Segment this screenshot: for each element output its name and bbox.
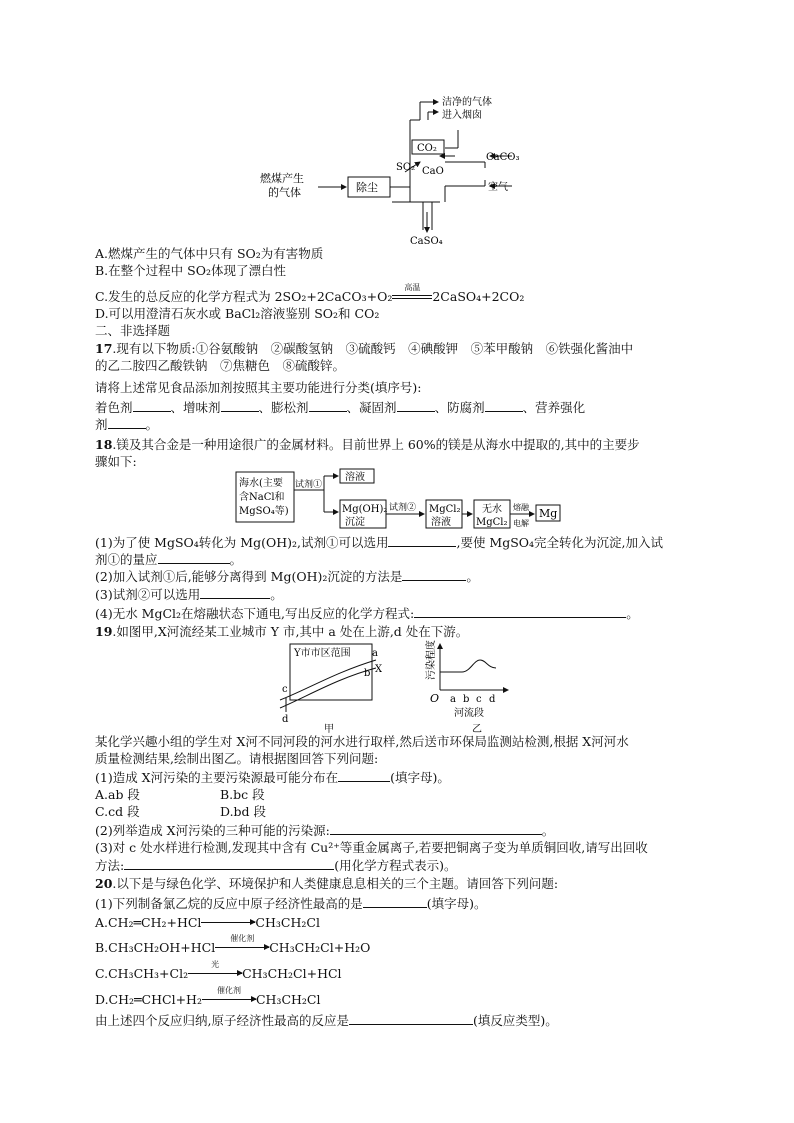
q20-c-reactants: C.CH₃CH₃+Cl₂ (95, 966, 189, 981)
q20-d-condition: 催化剂 (216, 986, 241, 995)
fig16-gas-source-2: 的气体 (268, 186, 301, 199)
q20-number: 20 (95, 876, 113, 891)
q18-mgcl2-sol-1: MgCl₂ (429, 504, 461, 515)
q18-seawater-1: 海水(主要 (239, 478, 283, 489)
q16-c-cond: 高温 (404, 283, 421, 292)
q19-p2-blank[interactable] (330, 822, 542, 835)
q20-d-products: CH₃CH₂Cl (255, 992, 321, 1007)
q18-solution: 溶液 (345, 472, 365, 483)
q18-p2-blank[interactable] (402, 568, 466, 581)
q16-flow-diagram (260, 90, 550, 250)
q20-d-reactants: D.CH₂═CHCl+H₂ (95, 992, 202, 1007)
fig16-dust-label: 除尘 (356, 181, 378, 194)
fig16-clean-gas-1: 洁净的气体 (442, 97, 492, 108)
q19-option-c: C.cd 段 (95, 804, 140, 819)
q16-option-c (95, 283, 525, 305)
q20-a-reactants: A.CH₂═CH₂+HCl (95, 915, 202, 930)
q17-fortifier-label: 、营养强化 (522, 400, 586, 415)
q20-option-b (95, 934, 371, 956)
q17-line3: 请将上述常见食品添加剂按照其主要功能进行分类(填序号): (95, 380, 422, 395)
fig-yi-tick-c: c (476, 694, 482, 705)
fig16-air: 空气 (488, 182, 508, 193)
fig-yi-caption: 乙 (472, 724, 482, 735)
q17-fortifier-blank[interactable] (108, 416, 146, 429)
q19-p2-period: 。 (541, 823, 555, 838)
equilibrium-arrow-icon (392, 283, 432, 301)
q16-option-d: D.可以用澄清石灰水或 BaCl₂溶液鉴别 SO₂和 CO₂ (95, 306, 380, 321)
q16-option-a: A.燃煤产生的气体中只有 SO₂为有害物质 (95, 246, 324, 261)
q19-text1: .如图甲,X河流经某工业城市 Y 市,其中 a 处在上游,d 处在下游。 (112, 624, 469, 639)
q19-options-row1 (95, 787, 265, 803)
fig16-gas-source-1: 燃煤产生 (260, 172, 304, 185)
q18-seawater-2: 含NaCl和 (239, 492, 285, 503)
fig-jia-c: c (282, 684, 288, 695)
q17-fortifier-label-end: 剂 (95, 417, 108, 432)
q16-option-b: B.在整个过程中 SO₂体现了漂白性 (95, 263, 286, 278)
q18-reagent1: 试剂① (295, 480, 323, 490)
q17-preservative-blank[interactable] (485, 399, 523, 412)
q20-summary-blank[interactable] (349, 1012, 473, 1025)
fig-jia-x: X (375, 664, 382, 675)
q18-p3 (95, 586, 283, 603)
q19-p3-label: 方法: (95, 858, 125, 873)
q19-p1 (95, 769, 450, 786)
pollution-curve (440, 660, 496, 672)
q18-anhydrous-2: MgCl₂ (476, 517, 508, 528)
q18-electro-1: 熔融 (513, 503, 529, 512)
q17-colorant-label: 着色剂 (95, 400, 133, 415)
fig-jia-d: d (282, 714, 289, 725)
q19-p3-line1: (3)对 c 处水样进行检测,发现其中含有 Cu²⁺等重金属离子,若要把铜离子变为单质铜回收,请写出回收 (95, 840, 648, 855)
q18-p1-line1 (95, 534, 663, 551)
q19-p3-hint: (用化学方程式表示)。 (334, 858, 457, 873)
reaction-arrow-icon (202, 986, 256, 1008)
q18-mgoh2-2: 沉淀 (345, 517, 365, 528)
q17-line4 (95, 399, 585, 416)
fig16-clean-gas-2: 进入烟囱 (442, 110, 482, 121)
q17-period: 。 (145, 417, 159, 432)
q20-p1-hint: (填字母)。 (426, 896, 487, 911)
q18-p2 (95, 568, 479, 585)
q20-c-products: CH₃CH₂Cl+HCl (242, 966, 342, 981)
q18-p3-blank[interactable] (200, 586, 270, 599)
q18-anhydrous-1: 无水 (482, 504, 502, 515)
q17-leavening-label: 、膨松剂 (258, 400, 309, 415)
q17-line2: 的乙二胺四乙酸铁钠 ⑦焦糖色 ⑧硫酸锌。 (95, 358, 346, 373)
fig-jia-a: a (372, 648, 378, 659)
q20-b-condition: 催化剂 (230, 934, 255, 943)
q20-b-reactants: B.CH₃CH₂OH+HCl (95, 940, 216, 955)
q20-p1-blank[interactable] (363, 895, 427, 908)
q20-option-c (95, 960, 342, 982)
q18-text1: .镁及其合金是一种用途很广的金属材料。目前世界上 60%的镁是从海水中提取的,其中的主要步 (112, 437, 640, 452)
q17-flavor-blank[interactable] (221, 399, 259, 412)
q18-mgoh2-1: Mg(OH)₂ (342, 504, 388, 515)
fig16-caco3: CaCO₃ (486, 152, 520, 163)
q20-p1-text: (1)下列制备氯乙烷的反应中原子经济性最高的是 (95, 896, 363, 911)
q18-p1-text3: 剂①的量应 (95, 552, 158, 567)
q19-option-b: B.bc 段 (220, 787, 265, 802)
q17-line1 (95, 341, 633, 357)
q19-line2: 某化学兴趣小组的学生对 X河不同河段的河水进行取样,然后送市环保局监测站检测,根据 X河河水 (95, 734, 629, 749)
q19-option-a: A.ab 段 (95, 787, 140, 802)
q19-p3-blank[interactable] (124, 857, 334, 870)
q20-summary-hint: (填反应类型)。 (472, 1013, 558, 1028)
section-heading: 二、非选择题 (95, 323, 171, 338)
q16-c-pre: C.发生的总反应的化学方程式为 2SO₂+2CaCO₃+O₂ (95, 289, 393, 304)
q19-p3-line2 (95, 857, 456, 874)
q19-number: 19 (95, 624, 113, 639)
q18-p1-period: 。 (229, 552, 243, 567)
fig16-so2: SO₂ (396, 162, 416, 173)
q20-summary (95, 1012, 558, 1029)
q20-p1 (95, 895, 486, 912)
q20-line1 (95, 876, 558, 892)
q18-p4-blank[interactable] (414, 605, 626, 618)
q18-reagent2: 试剂② (389, 503, 417, 513)
q18-seawater-3: MgSO₄等) (239, 506, 289, 517)
q18-p4-period: 。 (626, 606, 639, 621)
q18-p4-text: (4)无水 MgCl₂在熔融状态下通电,写出反应的化学方程式: (95, 606, 415, 621)
q18-p2-period: 。 (466, 569, 479, 584)
q19-p1-hint: (填字母)。 (390, 770, 450, 785)
fig-jia-caption: 甲 (324, 724, 334, 734)
q18-p1-blank1[interactable] (388, 534, 456, 547)
q17-preservative-label: 、防腐剂 (434, 400, 485, 415)
q18-p4 (95, 605, 639, 622)
fig-yi-tick-b: b (463, 694, 470, 705)
q19-line1 (95, 624, 468, 640)
reaction-arrow-icon (215, 934, 269, 956)
q17-coagulant-label: 、凝固剂 (346, 400, 397, 415)
q18-p3-period: 。 (270, 587, 283, 602)
q18-flow-diagram (234, 468, 564, 530)
q17-text1: .现有以下物质:①谷氨酸钠 ②碳酸氢钠 ③硫酸钙 ④碘酸钾 ⑤苯甲酸钠 ⑥铁强化酱油中 (112, 341, 634, 356)
q18-line2: 骤如下: (95, 454, 137, 469)
q18-number: 18 (95, 437, 113, 452)
q20-c-condition: 光 (211, 960, 220, 969)
q20-text1: .以下是与绿色化学、环境保护和人类健康息息相关的三个主题。请回答下列问题: (112, 876, 559, 891)
q17-coagulant-blank[interactable] (397, 399, 435, 412)
q18-line1 (95, 437, 640, 453)
fig16-co2: CO₂ (417, 143, 437, 154)
q19-p2 (95, 822, 554, 839)
q19-option-d: D.bd 段 (220, 804, 267, 819)
q19-p2-text: (2)列举造成 X河污染的三种可能的污染源: (95, 823, 330, 838)
q19-p1-blank[interactable] (338, 769, 390, 782)
q19-line3: 质量检测结果,绘制出图乙。请根据图回答下列问题: (95, 751, 379, 766)
fig-jia-b: b (364, 668, 371, 679)
fig-yi-xlabel: 河流段 (454, 708, 484, 719)
q18-p3-text: (3)试剂②可以选用 (95, 587, 201, 602)
q20-option-d (95, 986, 321, 1008)
q18-p1-text2: ,要使 MgSO₄完全转化为沉淀,加入试 (456, 535, 664, 550)
reaction-arrow-icon (188, 960, 242, 982)
q19-figure-yi (424, 640, 510, 736)
q19-figure-jia (276, 642, 382, 734)
q17-colorant-blank[interactable] (133, 399, 171, 412)
fig16-cao: CaO (422, 166, 444, 177)
q16-c-post: 2CaSO₄+2CO₂ (432, 289, 525, 304)
fig-yi-ylabel: 污染程度 (426, 640, 437, 680)
fig-yi-tick-a: a (450, 694, 456, 705)
q20-option-a (95, 915, 320, 931)
q18-p1-line2 (95, 551, 242, 568)
q18-electro-2: 电解 (513, 519, 529, 528)
q17-number: 17 (95, 341, 113, 356)
fig-jia-region: Y市市区范围 (294, 648, 351, 659)
q20-b-products: CH₃CH₂Cl+H₂O (269, 940, 371, 955)
q18-p2-text: (2)加入试剂①后,能够分离得到 Mg(OH)₂沉淀的方法是 (95, 569, 403, 584)
q18-mgcl2-sol-2: 溶液 (431, 517, 451, 528)
q18-p1-text1: (1)为了使 MgSO₄转化为 Mg(OH)₂,试剂①可以选用 (95, 535, 389, 550)
fig16-caso4: CaSO₄ (410, 236, 443, 247)
q18-mg: Mg (539, 507, 558, 520)
q18-p1-blank2[interactable] (158, 551, 230, 564)
q20-summary-text: 由上述四个反应归纳,原子经济性最高的反应是 (95, 1013, 349, 1028)
q17-leavening-blank[interactable] (309, 399, 347, 412)
q19-p1-text: (1)造成 X河污染的主要污染源最可能分布在 (95, 770, 339, 785)
q17-line5 (95, 416, 158, 433)
q20-a-products: CH₃CH₂Cl (255, 915, 320, 930)
q19-options-row2 (95, 804, 266, 820)
reaction-arrow-icon (201, 915, 255, 931)
fig-yi-tick-d: d (489, 694, 496, 705)
q17-flavor-label: 、增味剂 (170, 400, 221, 415)
fig-yi-origin: O (430, 692, 440, 705)
